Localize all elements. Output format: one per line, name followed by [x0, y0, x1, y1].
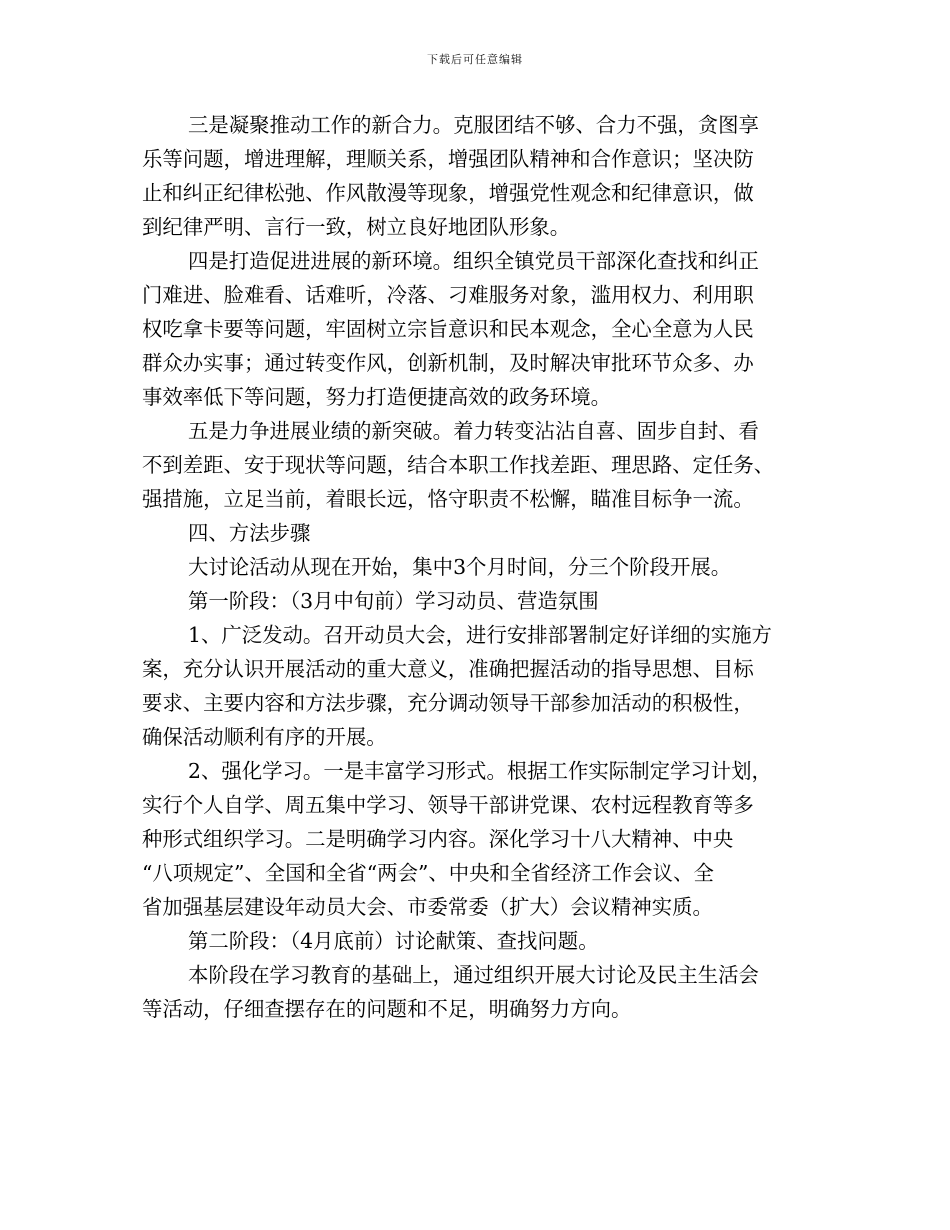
- text-line: 乐等问题，增进理解，理顺关系，增强团队精神和合作意识；坚决防: [142, 147, 754, 171]
- text-line: 案，充分认识开展活动的重大意义，准确把握活动的指导思想、目标: [142, 657, 754, 681]
- text-line: 确保活动顺利有序的开展。: [142, 725, 387, 749]
- text-line: 种形式组织学习。二是明确学习内容。深化学习十八大精神、中央: [142, 827, 734, 851]
- text-line: 四、方法步骤: [188, 521, 311, 545]
- text-line: 到纪律严明、言行一致，树立良好地团队形象。: [142, 215, 571, 239]
- text-line: 三是凝聚推动工作的新合力。克服团结不够、合力不强，贪图享: [188, 113, 759, 137]
- text-line: 实行个人自学、周五集中学习、领导干部讲党课、农村远程教育等多: [142, 793, 754, 817]
- text-line: 群众办实事；通过转变作风，创新机制，及时解决审批环节众多、办: [142, 351, 754, 375]
- text-line: 事效率低下等问题，努力打造便捷高效的政务环境。: [142, 385, 611, 409]
- text-line: “八项规定”、全国和全省“两会”、中央和全省经济工作会议、全: [142, 861, 714, 885]
- text-line: 门难进、脸难看、话难听，冷落、刁难服务对象，滥用权力、利用职: [142, 283, 754, 307]
- text-line: 强措施，立足当前，着眼长远，恪守职责不松懈，瞄准目标争一流。: [142, 487, 754, 511]
- text-line: 第二阶段：（4月底前）讨论献策、查找问题。: [188, 929, 599, 953]
- text-line: 1、广泛发动。召开动员大会，进行安排部署制定好详细的实施方: [188, 623, 772, 647]
- text-line: 权吃拿卡要等问题，牢固树立宗旨意识和民本观念，全心全意为人民: [142, 317, 754, 341]
- text-line: 本阶段在学习教育的基础上，通过组织开展大讨论及民主生活会: [188, 963, 759, 987]
- text-line: 2、强化学习。一是丰富学习形式。根据工作实际制定学习计划，: [188, 759, 772, 783]
- text-line: 第一阶段：（3月中旬前）学习动员、营造氛围: [188, 589, 599, 613]
- document-body: [142, 108, 814, 1026]
- text-line: 止和纠正纪律松弛、作风散漫等现象，增强党性观念和纪律意识，做: [142, 181, 754, 205]
- text-line: 不到差距、安于现状等问题，结合本职工作找差距、理思路、定任务、: [142, 453, 775, 477]
- text-line: 大讨论活动从现在开始，集中3个月时间，分三个阶段开展。: [188, 555, 732, 579]
- text-line: 要求、主要内容和方法步骤，充分调动领导干部参加活动的积极性，: [142, 691, 754, 715]
- text-line: 等活动，仔细查摆存在的问题和不足，明确努力方向。: [142, 997, 632, 1021]
- text-line: 四是打造促进进展的新环境。组织全镇党员干部深化查找和纠正: [188, 249, 759, 273]
- text-line: 省加强基层建设年动员大会、市委常委（扩大）会议精神实质。: [142, 895, 713, 919]
- text-line: 五是力争进展业绩的新突破。着力转变沾沾自喜、固步自封、看: [188, 419, 759, 443]
- page-header: 下载后可任意编辑: [427, 53, 523, 66]
